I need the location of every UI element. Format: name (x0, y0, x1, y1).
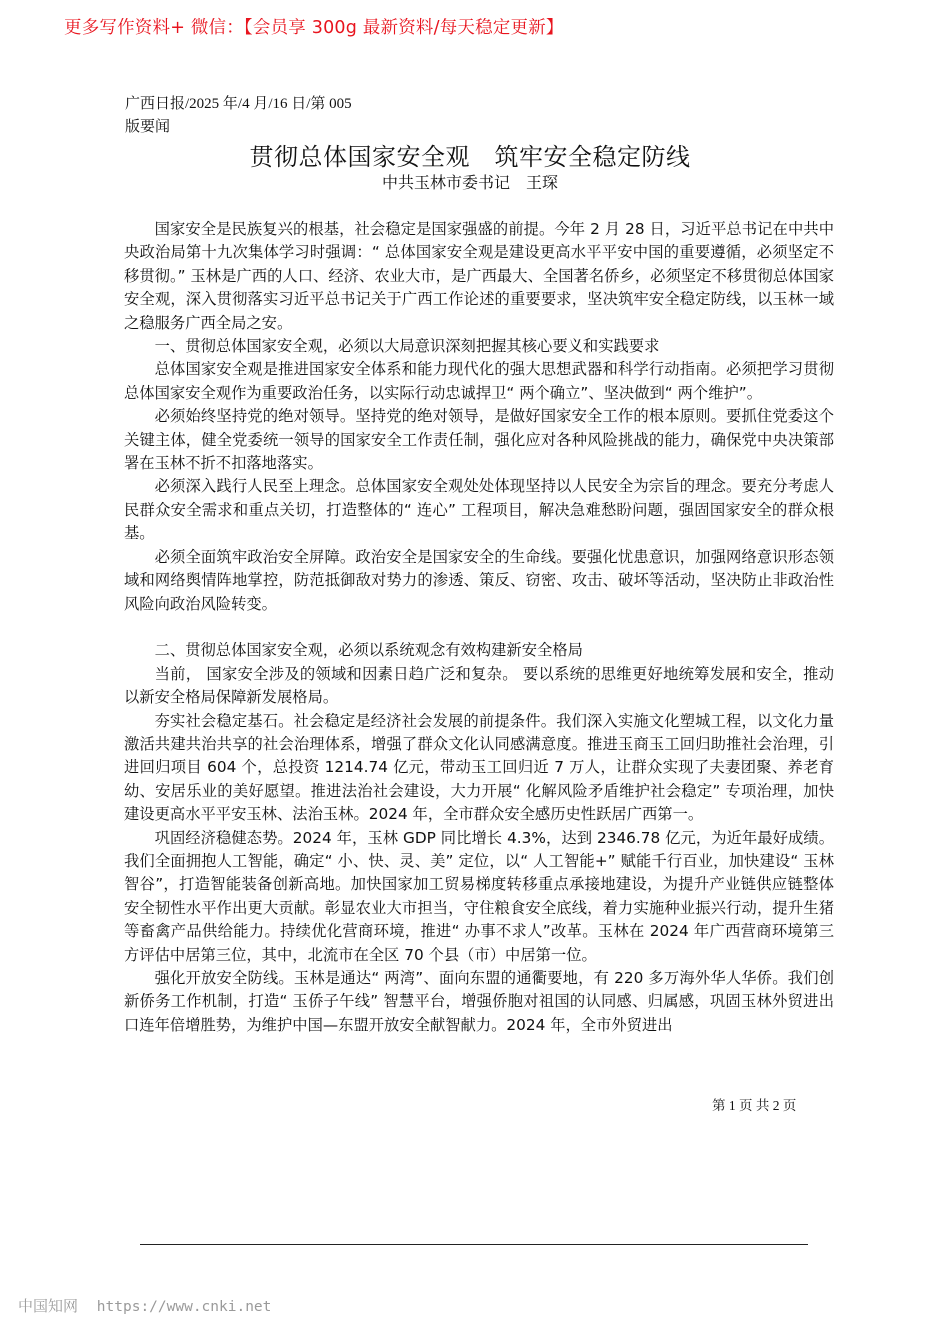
cnki-link[interactable]: https://www.cnki.net (96, 1299, 272, 1315)
article-body (124, 218, 834, 1037)
footer-watermark (18, 1295, 271, 1316)
paragraph: 必须深入践行人民至上理念。总体国家安全观处处体现坚持以人民安全为宗旨的理念。要充分考虑人民群众安全需求和重点关切，打造整体的“ 连心” 工程项目，解决急难愁盼问题，强固国家安全的群众根基。 (124, 477, 834, 543)
article-title: 贯彻总体国家安全观 筑牢安全稳定防线 (249, 143, 691, 171)
cnki-brand: 中国知网 (18, 1297, 79, 1315)
paragraph: 总体国家安全观是推进国家安全体系和能力现代化的强大思想武器和科学行动指南。必须把学习贯彻总体国家安全观作为重要政治任务，以实际行动忠诚捍卫“ 两个确立”、坚决做到“ 两个维护”。 (124, 360, 834, 402)
source-line: 广西日报/2025 年/4 月/16 日/第 005 (125, 96, 352, 112)
source-info (125, 93, 352, 139)
source-line: 版要闻 (125, 119, 171, 135)
paragraph: 夯实社会稳定基石。社会稳定是经济社会发展的前提条件。我们深入实施文化塑城工程，以文化力量激活共建共治共享的社会治理体系，增强了群众文化认同感满意度。推进玉商玉工回归助推社会治理，引进回归项目 604 个，总投资 1214.74 亿元，带动玉工回归近 7 万人，让群众实现了夫妻团聚、养老育幼、安居乐业的美好愿望。推进法治社会建设，大力开展“ 化解风险矛盾维护社会稳定” 专项治理，加快建设更高水平平安玉林、法治玉林。2024 年，全市群众安全感历史性跃居广西第一。 (124, 711, 834, 824)
paragraph: 必须始终坚持党的绝对领导。坚持党的绝对领导，是做好国家安全工作的根本原则。要抓住党委这个关键主体，健全党委统一领导的国家安全工作责任制，强化应对各种风险挑战的能力，确保党中央决策部署在玉林不折不扣落地落实。 (124, 407, 834, 473)
page-number: 第 1 页 共 2 页 (712, 1098, 797, 1113)
paragraph: 必须全面筑牢政治安全屏障。政治安全是国家安全的生命线。要强化忧患意识，加强网络意识形态领域和网络舆情阵地掌控，防范抵御敌对势力的渗透、策反、窃密、攻击、破坏等活动，坚决防止非政治性风险向政治风险转变。 (124, 547, 834, 613)
promo-banner: 更多写作资料+ 微信：【会员享 300g 最新资料/每天稳定更新】 (64, 18, 564, 38)
section-heading: 一、贯彻总体国家安全观，必须以大局意识深刻把握其核心要义和实践要求 (154, 337, 660, 356)
paragraph: 巩固经济稳健态势。2024 年，玉林 GDP 同比增长 4.3%，达到 2346.78 亿元，为近年最好成绩。我们全面拥抱人工智能，确定“ 小、快、灵、美” 定位，以“ 人工智能+” 赋能千行百业，加快建设“ 玉林智谷”，打造智能装备创新高地。加快国家加工贸易梯度转移重点承接地建设，为提升产业链供应链整体安全韧性水平作出更大贡献。彰显农业大市担当，守住粮食安全底线，着力实施种业振兴行动，提升生猪等畜禽产品供给能力。持续优化营商环境，推进“ 办事不求人”改革。玉林在 2024 年广西营商环境第三方评估中居第三位，其中，北流市在全区 70 个县（市）中居第一位。 (124, 828, 834, 964)
paragraph: 强化开放安全防线。玉林是通达“ 两湾”、面向东盟的通衢要地，有 220 多万海外华人华侨。我们创新侨务工作机制，打造“ 玉侨子午线” 智慧平台，增强侨胞对祖国的认同感、归属感，巩固玉林外贸进出口连年倍增胜势，为维护中国—东盟开放安全献智献力。2024 年，全市外贸进出 (124, 968, 834, 1034)
paragraph: 国家安全是民族复兴的根基，社会稳定是国家强盛的前提。今年 2 月 28 日，习近平总书记在中共中央政治局第十九次集体学习时强调：“ 总体国家安全观是建设更高水平平安中国的重要遵循，必须坚定不移贯彻。” 玉林是广西的人口、经济、农业大市，是广西最大、全国著名侨乡，必须坚定不移贯彻总体国家安全观，深入贯彻落实习近平总书记关于广西工作论述的重要要求，坚决筑牢安全稳定防线，以玉林一域之稳服务广西全局之安。 (124, 220, 834, 332)
footer-divider (140, 1244, 808, 1245)
section-heading: 二、贯彻总体国家安全观，必须以系统观念有效构建新安全格局 (154, 641, 583, 660)
paragraph: 当前， 国家安全涉及的领域和因素日趋广泛和复杂。 要以系统的思维更好地统筹发展和安全，推动以新安全格局保障新发展格局。 (124, 664, 834, 707)
article-author: 中共玉林市委书记 王琛 (381, 173, 558, 192)
